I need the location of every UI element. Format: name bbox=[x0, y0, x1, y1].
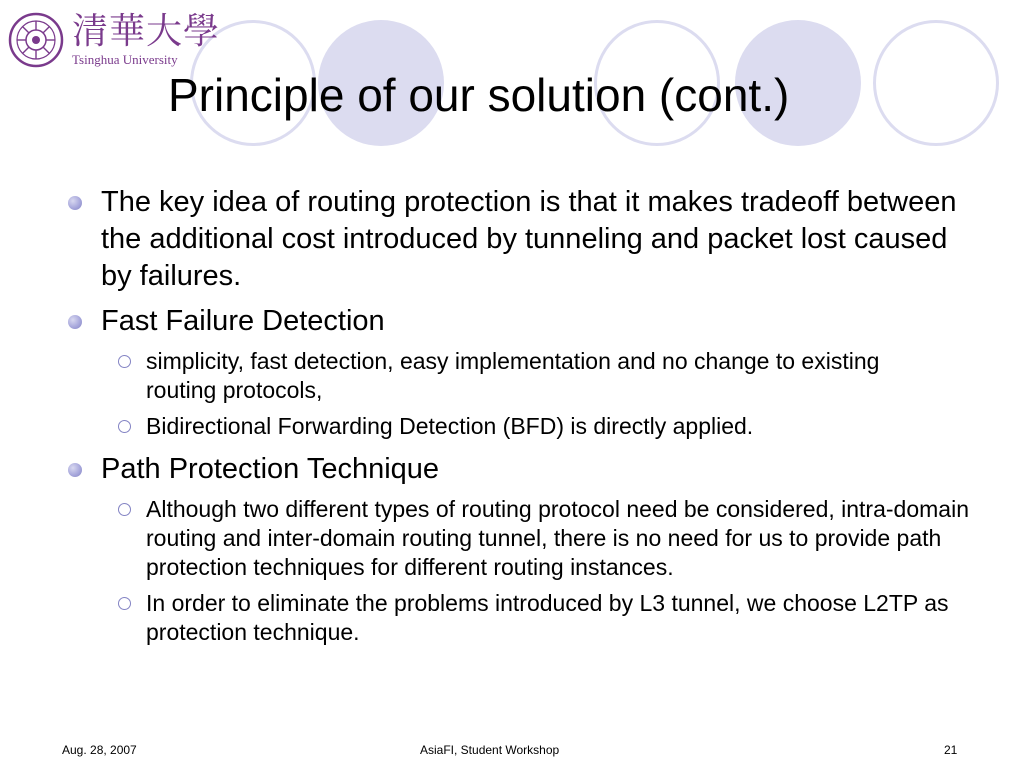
bullet-text: Path Protection Technique bbox=[101, 453, 440, 485]
logo-chinese-name: 清華大學 bbox=[72, 11, 221, 52]
sub-bullet-text: In order to eliminate the problems introduced by L3 tunnel, we choose L2TP as protection technique. bbox=[146, 590, 949, 645]
sub-bullet-text: simplicity, fast detection, easy implementation and no change to existing routing protocols, bbox=[146, 348, 880, 403]
sub-bullet-l2tp bbox=[66, 589, 976, 647]
sub-bullet-icon bbox=[118, 597, 131, 610]
slide-title: Principle of our solution (cont.) bbox=[168, 69, 790, 121]
footer-event: AsiaFI, Student Workshop bbox=[420, 743, 560, 757]
bullet-key-idea bbox=[66, 184, 986, 295]
bullet-text: Fast Failure Detection bbox=[101, 305, 385, 337]
bullet-icon bbox=[68, 463, 82, 477]
university-seal-icon bbox=[8, 12, 64, 68]
bullet-icon bbox=[68, 315, 82, 329]
sub-bullet-text: Bidirectional Forwarding Detection (BFD) is directly applied. bbox=[146, 413, 754, 439]
sub-bullet-bfd bbox=[66, 412, 986, 441]
decorative-ring-3 bbox=[873, 20, 999, 146]
bullet-icon bbox=[68, 196, 82, 210]
sub-bullet-routing-protocols bbox=[66, 495, 986, 582]
logo-english-name: Tsinghua University bbox=[72, 52, 178, 67]
bullet-text: The key idea of routing protection is that it makes tradeoff between the additional cost introduced by tunneling and packet lost caused by failures. bbox=[101, 186, 957, 292]
bullet-path-protection bbox=[66, 451, 986, 488]
sub-bullet-simplicity bbox=[66, 347, 926, 405]
sub-bullet-icon bbox=[118, 503, 131, 516]
slide-content bbox=[66, 184, 986, 647]
footer-date: Aug. 28, 2007 bbox=[62, 743, 137, 757]
footer-page-number: 21 bbox=[944, 743, 958, 757]
bullet-fast-failure-detection bbox=[66, 303, 801, 340]
sub-bullet-icon bbox=[118, 420, 131, 433]
sub-bullet-icon bbox=[118, 355, 131, 368]
university-logo bbox=[8, 8, 221, 70]
sub-bullet-text: Although two different types of routing protocol need be considered, intra-domain routing and inter-domain routing tunnel, there is no need for us to provide path protection techniques for different routing instances. bbox=[146, 496, 969, 580]
